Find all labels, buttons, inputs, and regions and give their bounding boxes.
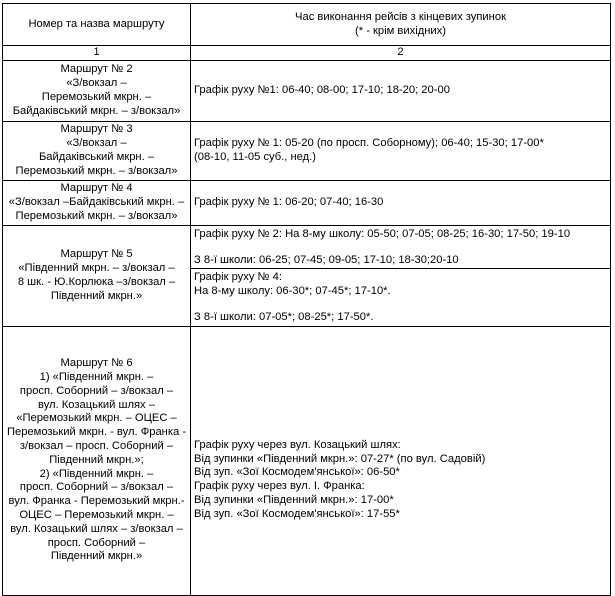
schedule-line: Від зупинки «Південний мкрн.»: 17-00*: [194, 494, 394, 507]
route-name-cell: [3, 60, 191, 121]
route-name-line: Перемозький мкрн. – з/вокзал»: [15, 209, 178, 222]
route-name-line: «Південний мкрн. – з/вокзал –: [18, 261, 175, 274]
route-name-line: Перемозький мкрн. – з/вокзал»: [15, 164, 178, 177]
route-name-line: 8 шк. - Ю.Корлюка –з/вокзал –: [17, 275, 176, 288]
route-schedule-cell: [191, 180, 611, 225]
route-name-line: «З/вокзал –: [66, 137, 127, 149]
header-route-title: Номер та назва маршруту: [28, 17, 165, 30]
route-name-line: Маршрут № 6: [60, 357, 133, 370]
route-name-line: Перемозький мкрн. - вул. Франка -: [6, 426, 187, 439]
schedule-table: [2, 3, 611, 596]
route-name-line: ОЦЕС – Перемозький мкрн. –: [19, 509, 174, 522]
route-name-cell: [3, 326, 191, 595]
header-row: [3, 4, 611, 46]
schedule-line: Графік руху № 1: 05-20 (по просп. Соборному); 06-40; 15-30; 17-00*: [194, 137, 544, 149]
schedule-line: Графік руху №1: 06-40; 08-00; 17-10; 18-20; 20-00: [194, 83, 450, 96]
route-name-line: «Перемозький мкрн. – ОЦЕС –: [16, 412, 177, 425]
route-name-line: Байдаківський мкрн. –: [38, 150, 155, 163]
route-name-line: Південний мкрн.»;: [49, 453, 144, 466]
route-row-4: [3, 180, 611, 225]
schedule-line: Графік руху через вул. Козацький шлях:: [194, 438, 401, 451]
schedule-line: Від зуп. «Зої Космодем'янської»: 06-50*: [194, 466, 400, 479]
route-schedule-cell: [191, 326, 611, 595]
schedule-line: (08-10, 11-05 суб., нед.): [194, 150, 317, 163]
route-name-line: з/вокзал – просп. Соборний –: [19, 440, 174, 453]
route-name-cell: [3, 180, 191, 225]
route-name-line: просп. Соборний – з/вокзал –: [19, 384, 174, 397]
route-name-line: Байдаківський мкрн. – з/вокзал»: [12, 104, 181, 117]
route-name-line: 2) «Південний мкрн. –: [39, 467, 154, 480]
route-name-line: «З/вокзал –: [66, 77, 127, 89]
route-name-line: Маршрут № 5: [60, 248, 133, 261]
column-number-1: 1: [3, 46, 191, 61]
header-schedule-column: [191, 4, 611, 46]
route-name-line: Південний мкрн.»: [50, 550, 143, 563]
header-schedule-note: (* - крім вихідних): [355, 24, 446, 37]
schedule-line: На 8-му школу: 06-30*; 07-45*; 17-10*.: [194, 285, 391, 298]
schedule-line: Графік руху через вул. І. Франка:: [194, 480, 365, 493]
route-schedule-cell: [191, 60, 611, 121]
route-row-6: [3, 326, 611, 595]
route-name-line: вул. Козацький шлях – з/вокзал –: [10, 522, 183, 535]
route-row-5: [3, 225, 611, 269]
route-name-line: «З/вокзал –Байдаківський мкрн. –: [8, 195, 185, 208]
header-schedule-title: Час виконання рейсів з кінцевих зупинок: [295, 10, 506, 23]
route-schedule-cell: [191, 269, 611, 326]
route-name-line: Маршрут № 3: [60, 123, 133, 136]
route-name-cell: [3, 121, 191, 180]
route-schedule-cell: [191, 121, 611, 180]
route-name-line: Перемозький мкрн. –: [41, 90, 152, 103]
column-number-2: 2: [191, 46, 611, 61]
schedule-line: Від зупинки «Південний мкрн.»: 07-27* (по вул. Садовій): [194, 452, 486, 465]
route-name-line: просп. Соборний – з/вокзал –: [19, 481, 174, 494]
route-row-3: [3, 121, 611, 180]
schedule-line: З 8-ї школи: 07-05*; 08-25*; 17-50*.: [194, 310, 374, 323]
route-name-line: Південний мкрн.»: [50, 289, 143, 302]
route-name-line: вул. Козацький шлях –: [38, 398, 155, 411]
route-name-cell: [3, 225, 191, 326]
route-name-line: просп. Соборний –: [47, 536, 146, 549]
schedule-line: Графік руху № 2: На 8-му школу: 05-50; 07-05; 08-25; 16-30; 17-50; 19-10: [194, 227, 571, 240]
header-route-column: [3, 4, 191, 46]
schedule-line: Графік руху № 1: 06-20; 07-40; 16-30: [194, 195, 384, 208]
column-number-row: [3, 46, 611, 61]
route-name-line: Маршрут № 2: [60, 63, 133, 76]
schedule-line: З 8-ї школи: 06-25; 07-45; 09-05; 17-10; 18-30;20-10: [194, 253, 459, 266]
route-name-line: 1) «Південний мкрн. –: [39, 371, 154, 384]
route-schedule-cell: [191, 225, 611, 269]
route-name-line: вул. Франка - Перемозький мкрн.-: [8, 495, 185, 508]
schedule-line: Графік руху № 4:: [194, 271, 282, 284]
schedule-line: Від зуп. «Зої Космодем'янської»: 17-55*: [194, 507, 400, 520]
route-name-line: Маршрут № 4: [60, 182, 133, 195]
route-row-2: [3, 60, 611, 121]
